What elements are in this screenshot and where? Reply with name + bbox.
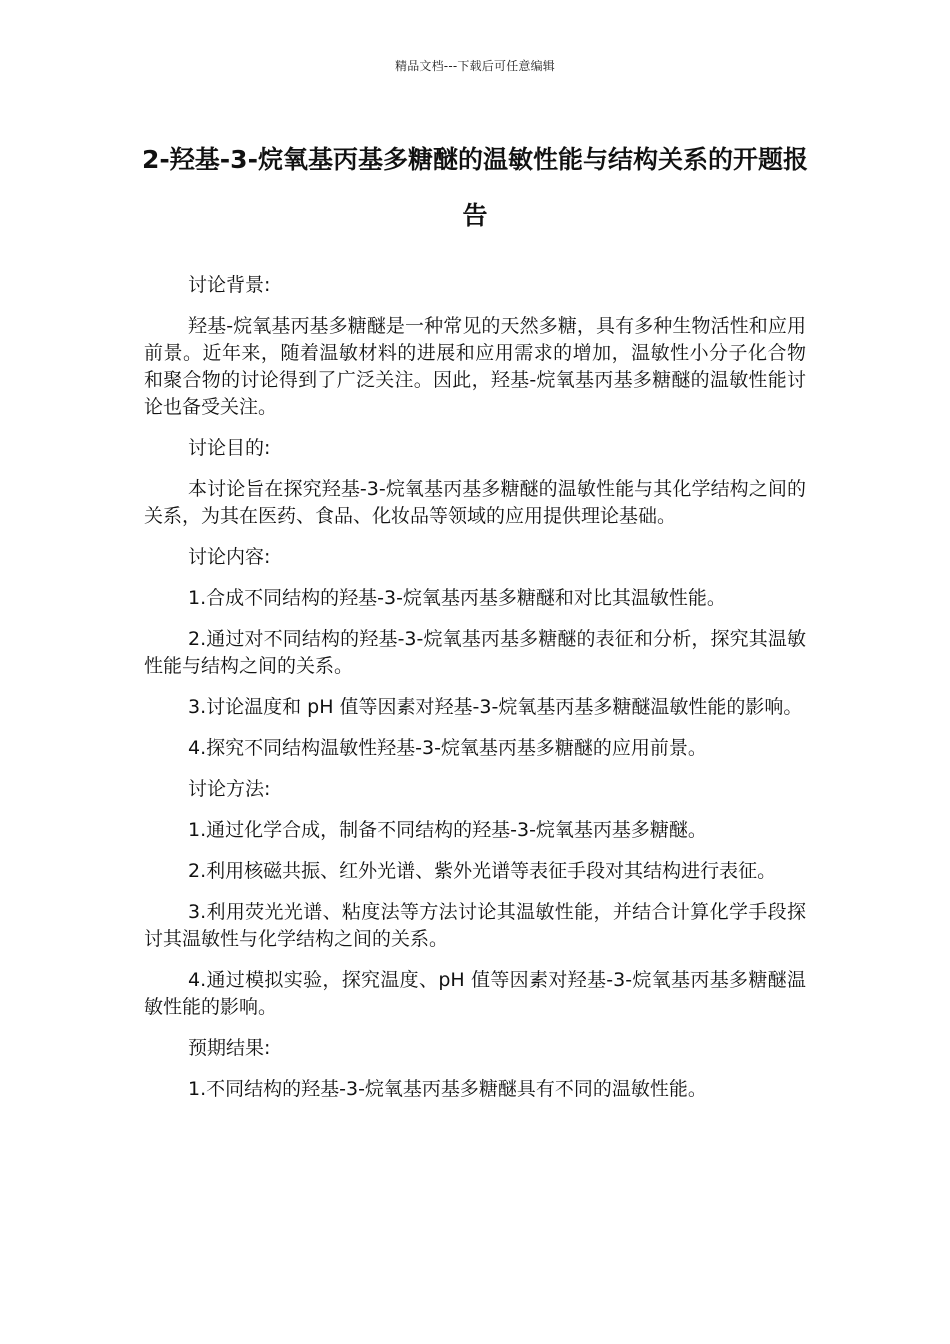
- results-heading: 预期结果:: [188, 1037, 271, 1059]
- content-item: 4.探究不同结构温敏性羟基-3-烷氧基丙基多糖醚的应用前景。: [188, 737, 707, 759]
- background-paragraph: 羟基-烷氧基丙基多糖醚是一种常见的天然多糖，具有多种生物活性和应用前景。近年来，随着温敏材料的进展和应用需求的增加，温敏性小分子化合物和聚合物的讨论得到了广泛关注。因此，羟基-烷氧基丙基多糖醚的温敏性能讨论也备受关注。: [144, 315, 806, 418]
- content-item: 2.通过对不同结构的羟基-3-烷氧基丙基多糖醚的表征和分析，探究其温敏性能与结构之间的关系。: [144, 628, 806, 677]
- content-item: 1.合成不同结构的羟基-3-烷氧基丙基多糖醚和对比其温敏性能。: [188, 587, 726, 609]
- content-heading: 讨论内容:: [188, 546, 271, 568]
- document-title: 2-羟基-3-烷氧基丙基多糖醚的温敏性能与结构关系的开题报告: [142, 145, 808, 230]
- background-heading: 讨论背景:: [188, 274, 271, 296]
- content-item: 3.讨论温度和 pH 值等因素对羟基-3-烷氧基丙基多糖醚温敏性能的影响。: [188, 696, 803, 718]
- purpose-paragraph: 本讨论旨在探究羟基-3-烷氧基丙基多糖醚的温敏性能与其化学结构之间的关系，为其在医药、食品、化妆品等领域的应用提供理论基础。: [144, 478, 806, 527]
- method-heading: 讨论方法:: [188, 778, 271, 800]
- results-item: 1.不同结构的羟基-3-烷氧基丙基多糖醚具有不同的温敏性能。: [188, 1078, 707, 1100]
- header-note: 精品文档---下载后可任意编辑: [395, 59, 555, 73]
- method-item: 1.通过化学合成，制备不同结构的羟基-3-烷氧基丙基多糖醚。: [188, 819, 707, 841]
- document-body: [144, 272, 806, 1117]
- method-item: 3.利用荧光光谱、粘度法等方法讨论其温敏性能，并结合计算化学手段探讨其温敏性与化学结构之间的关系。: [144, 901, 806, 950]
- method-item: 2.利用核磁共振、红外光谱、紫外光谱等表征手段对其结构进行表征。: [188, 860, 777, 882]
- method-item: 4.通过模拟实验，探究温度、pH 值等因素对羟基-3-烷氧基丙基多糖醚温敏性能的影响。: [144, 969, 806, 1018]
- purpose-heading: 讨论目的:: [188, 437, 271, 459]
